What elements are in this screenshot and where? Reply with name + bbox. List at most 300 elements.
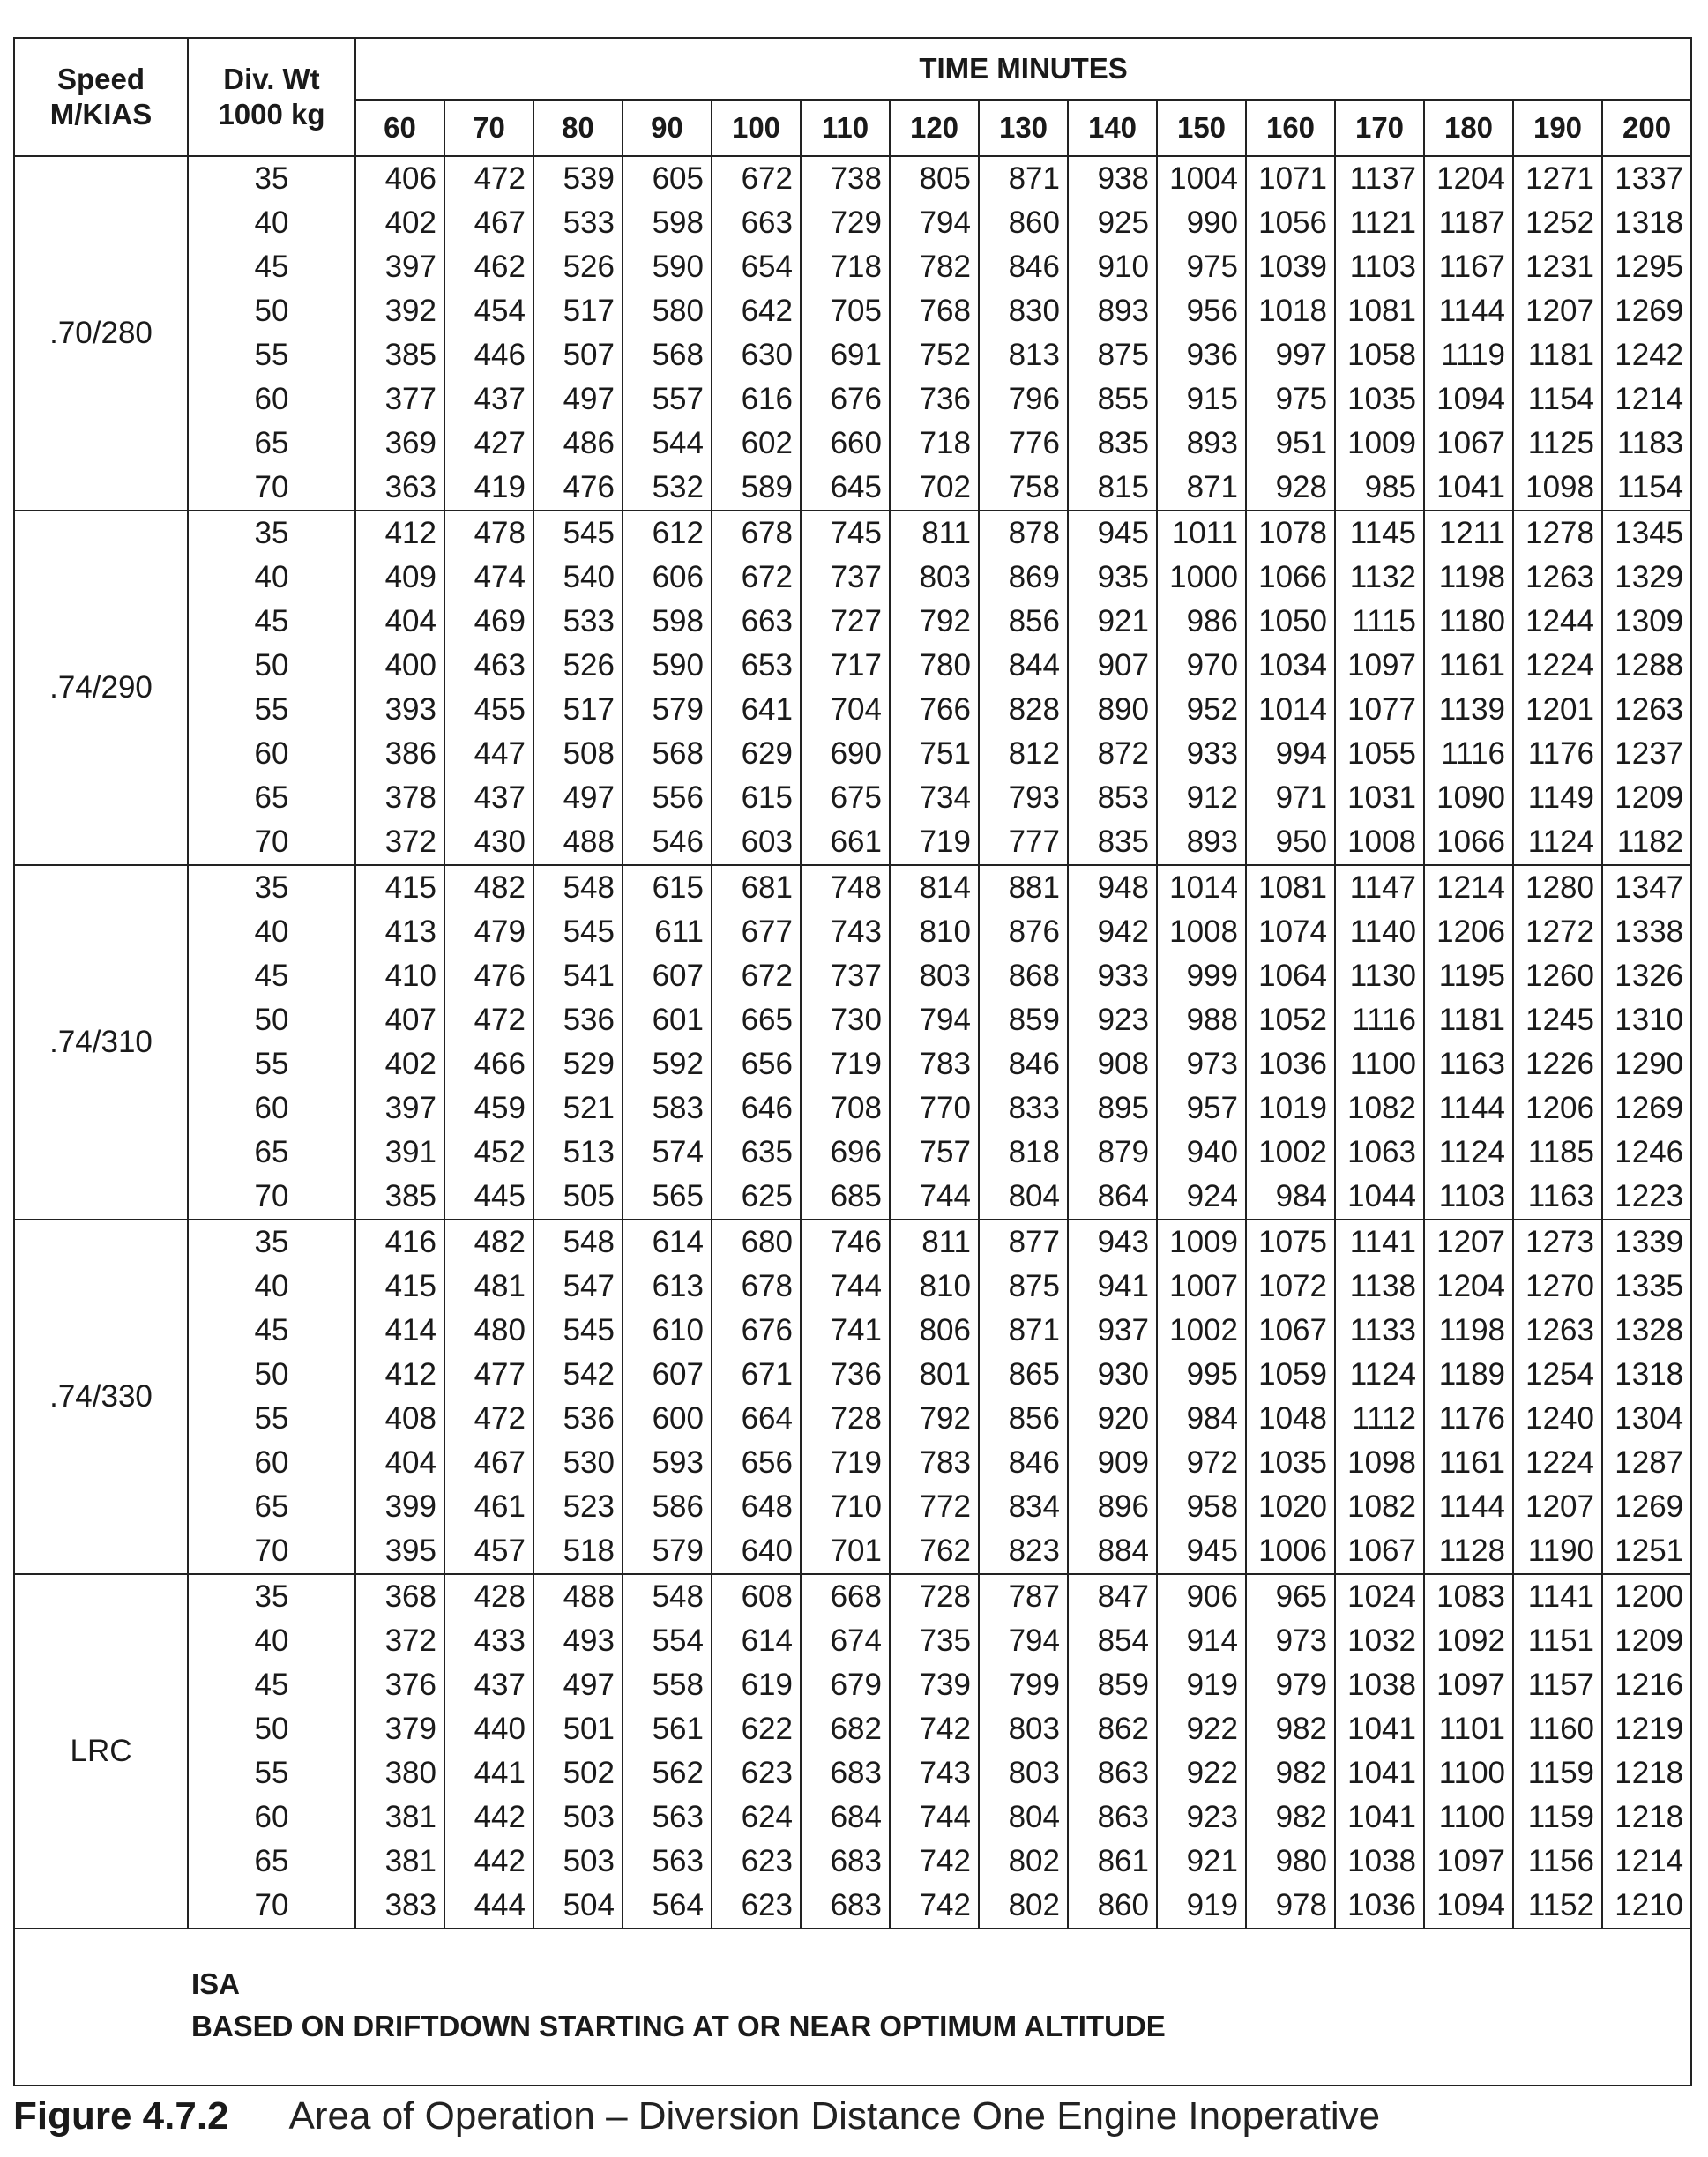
distance-cell: 563 [623, 1840, 712, 1884]
figure-number: Figure 4.7.2 [13, 2094, 229, 2138]
distance-cell: 462 [444, 245, 533, 289]
distance-cell: 561 [623, 1707, 712, 1751]
distance-cell: 467 [444, 1441, 533, 1485]
div-weight-cell: 50 [188, 1707, 355, 1751]
table-row [14, 333, 1691, 377]
distance-cell: 978 [1246, 1884, 1335, 1929]
distance-cell: 1100 [1335, 1042, 1424, 1086]
distance-cell: 810 [890, 910, 979, 954]
distance-cell: 965 [1246, 1574, 1335, 1619]
time-column-header: 120 [890, 100, 979, 156]
distance-cell: 507 [533, 333, 623, 377]
distance-cell: 748 [801, 865, 890, 910]
distance-cell: 665 [712, 998, 801, 1042]
div-weight-cell: 40 [188, 1619, 355, 1663]
div-weight-cell: 50 [188, 644, 355, 688]
distance-cell: 930 [1068, 1353, 1157, 1397]
distance-cell: 466 [444, 1042, 533, 1086]
distance-cell: 404 [355, 1441, 444, 1485]
table-row [14, 1397, 1691, 1441]
distance-cell: 1345 [1602, 511, 1691, 556]
distance-cell: 676 [712, 1309, 801, 1353]
table-row [14, 1619, 1691, 1663]
distance-cell: 1206 [1513, 1086, 1602, 1131]
distance-cell: 833 [979, 1086, 1068, 1131]
distance-cell: 859 [1068, 1663, 1157, 1707]
div-weight-cell: 55 [188, 333, 355, 377]
time-minutes-header: TIME MINUTES [355, 38, 1691, 100]
distance-cell: 1183 [1602, 422, 1691, 466]
distance-cell: 702 [890, 466, 979, 511]
distance-cell: 854 [1068, 1619, 1157, 1663]
distance-cell: 914 [1157, 1619, 1246, 1663]
distance-cell: 950 [1246, 820, 1335, 865]
distance-cell: 921 [1157, 1840, 1246, 1884]
distance-cell: 1014 [1246, 688, 1335, 732]
table-row [14, 910, 1691, 954]
distance-cell: 589 [712, 466, 801, 511]
distance-cell: 526 [533, 245, 623, 289]
distance-cell: 710 [801, 1485, 890, 1529]
distance-cell: 1124 [1335, 1353, 1424, 1397]
distance-cell: 1011 [1157, 511, 1246, 556]
distance-cell: 895 [1068, 1086, 1157, 1131]
distance-cell: 1002 [1157, 1309, 1246, 1353]
distance-cell: 586 [623, 1485, 712, 1529]
distance-cell: 1270 [1513, 1265, 1602, 1309]
distance-cell: 1141 [1335, 1220, 1424, 1265]
distance-cell: 863 [1068, 1751, 1157, 1795]
div-weight-cell: 35 [188, 1574, 355, 1619]
distance-cell: 1132 [1335, 556, 1424, 600]
distance-cell: 737 [801, 954, 890, 998]
distance-cell: 910 [1068, 245, 1157, 289]
distance-cell: 735 [890, 1619, 979, 1663]
div-weight-cell: 40 [188, 201, 355, 245]
distance-cell: 548 [623, 1574, 712, 1619]
distance-cell: 501 [533, 1707, 623, 1751]
distance-cell: 1052 [1246, 998, 1335, 1042]
distance-cell: 684 [801, 1795, 890, 1840]
distance-cell: 476 [444, 954, 533, 998]
distance-cell: 544 [623, 422, 712, 466]
distance-cell: 614 [712, 1619, 801, 1663]
distance-cell: 1263 [1513, 556, 1602, 600]
distance-cell: 1072 [1246, 1265, 1335, 1309]
distance-cell: 622 [712, 1707, 801, 1751]
distance-cell: 994 [1246, 732, 1335, 776]
distance-cell: 517 [533, 688, 623, 732]
distance-cell: 635 [712, 1131, 801, 1175]
distance-cell: 984 [1157, 1397, 1246, 1441]
distance-cell: 1226 [1513, 1042, 1602, 1086]
distance-cell: 923 [1157, 1795, 1246, 1840]
table-row [14, 1175, 1691, 1220]
distance-cell: 437 [444, 776, 533, 820]
distance-cell: 1198 [1424, 1309, 1513, 1353]
distance-cell: 1056 [1246, 201, 1335, 245]
distance-cell: 803 [890, 954, 979, 998]
distance-cell: 1180 [1424, 600, 1513, 644]
distance-cell: 1008 [1157, 910, 1246, 954]
distance-cell: 704 [801, 688, 890, 732]
distance-cell: 1075 [1246, 1220, 1335, 1265]
div-weight-cell: 40 [188, 556, 355, 600]
distance-cell: 1160 [1513, 1707, 1602, 1751]
distance-cell: 517 [533, 289, 623, 333]
distance-cell: 742 [890, 1884, 979, 1929]
table-row [14, 732, 1691, 776]
distance-cell: 433 [444, 1619, 533, 1663]
distance-cell: 743 [890, 1751, 979, 1795]
distance-cell: 938 [1068, 156, 1157, 201]
distance-cell: 777 [979, 820, 1068, 865]
distance-cell: 402 [355, 201, 444, 245]
distance-cell: 1144 [1424, 1086, 1513, 1131]
distance-cell: 742 [890, 1707, 979, 1751]
distance-cell: 727 [801, 600, 890, 644]
distance-cell: 600 [623, 1397, 712, 1441]
notes-cell [14, 1929, 1691, 2086]
time-column-header: 160 [1246, 100, 1335, 156]
div-weight-cell: 55 [188, 688, 355, 732]
time-column-header: 70 [444, 100, 533, 156]
distance-cell: 368 [355, 1574, 444, 1619]
distance-cell: 447 [444, 732, 533, 776]
distance-cell: 1152 [1513, 1884, 1602, 1929]
distance-cell: 792 [890, 600, 979, 644]
distance-cell: 1181 [1513, 333, 1602, 377]
distance-cell: 1251 [1602, 1529, 1691, 1574]
distance-cell: 1035 [1335, 377, 1424, 422]
distance-cell: 1100 [1424, 1795, 1513, 1840]
distance-cell: 875 [1068, 333, 1157, 377]
table-row [14, 1795, 1691, 1840]
distance-cell: 624 [712, 1795, 801, 1840]
distance-cell: 925 [1068, 201, 1157, 245]
distance-cell: 1207 [1424, 1220, 1513, 1265]
distance-cell: 846 [979, 245, 1068, 289]
distance-cell: 1214 [1602, 1840, 1691, 1884]
table-row [14, 1751, 1691, 1795]
distance-cell: 410 [355, 954, 444, 998]
distance-cell: 941 [1068, 1265, 1157, 1309]
distance-cell: 1181 [1424, 998, 1513, 1042]
distance-cell: 479 [444, 910, 533, 954]
distance-cell: 1163 [1424, 1042, 1513, 1086]
distance-cell: 493 [533, 1619, 623, 1663]
distance-cell: 1329 [1602, 556, 1691, 600]
distance-cell: 859 [979, 998, 1068, 1042]
distance-cell: 919 [1157, 1884, 1246, 1929]
distance-cell: 758 [979, 466, 1068, 511]
distance-cell: 616 [712, 377, 801, 422]
distance-cell: 1237 [1602, 732, 1691, 776]
distance-cell: 564 [623, 1884, 712, 1929]
distance-cell: 776 [979, 422, 1068, 466]
distance-cell: 1338 [1602, 910, 1691, 954]
distance-cell: 1157 [1513, 1663, 1602, 1707]
distance-cell: 648 [712, 1485, 801, 1529]
distance-cell: 744 [801, 1265, 890, 1309]
div-weight-cell: 60 [188, 377, 355, 422]
distance-cell: 461 [444, 1485, 533, 1529]
div-weight-cell: 65 [188, 422, 355, 466]
distance-cell: 1163 [1513, 1175, 1602, 1220]
distance-cell: 1007 [1157, 1265, 1246, 1309]
distance-cell: 860 [1068, 1884, 1157, 1929]
distance-cell: 640 [712, 1529, 801, 1574]
distance-cell: 956 [1157, 289, 1246, 333]
distance-cell: 835 [1068, 422, 1157, 466]
distance-cell: 497 [533, 377, 623, 422]
distance-cell: 847 [1068, 1574, 1157, 1619]
distance-cell: 856 [979, 1397, 1068, 1441]
div-weight-cell: 60 [188, 732, 355, 776]
distance-cell: 562 [623, 1751, 712, 1795]
distance-cell: 985 [1335, 466, 1424, 511]
distance-cell: 970 [1157, 644, 1246, 688]
distance-cell: 607 [623, 1353, 712, 1397]
div-weight-cell: 35 [188, 1220, 355, 1265]
speed-group-label: .74/290 [14, 511, 188, 865]
distance-cell: 690 [801, 732, 890, 776]
distance-cell: 1002 [1246, 1131, 1335, 1175]
distance-cell: 579 [623, 1529, 712, 1574]
distance-cell: 598 [623, 600, 712, 644]
distance-cell: 541 [533, 954, 623, 998]
distance-cell: 933 [1157, 732, 1246, 776]
distance-cell: 982 [1246, 1707, 1335, 1751]
distance-cell: 1141 [1513, 1574, 1602, 1619]
distance-cell: 794 [890, 998, 979, 1042]
note-isa: ISA [191, 1967, 241, 2000]
distance-cell: 404 [355, 600, 444, 644]
div-weight-cell: 45 [188, 1663, 355, 1707]
distance-cell: 1128 [1424, 1529, 1513, 1574]
distance-cell: 1295 [1602, 245, 1691, 289]
distance-cell: 830 [979, 289, 1068, 333]
table-row [14, 1265, 1691, 1309]
distance-cell: 973 [1157, 1042, 1246, 1086]
speed-group-label: .70/280 [14, 156, 188, 511]
distance-cell: 457 [444, 1529, 533, 1574]
distance-cell: 811 [890, 511, 979, 556]
distance-cell: 376 [355, 1663, 444, 1707]
distance-cell: 1269 [1602, 1485, 1691, 1529]
distance-cell: 672 [712, 156, 801, 201]
distance-cell: 407 [355, 998, 444, 1042]
distance-cell: 601 [623, 998, 712, 1042]
distance-cell: 1159 [1513, 1751, 1602, 1795]
table-row [14, 1131, 1691, 1175]
table-row [14, 1840, 1691, 1884]
distance-cell: 1024 [1335, 1574, 1424, 1619]
distance-cell: 472 [444, 156, 533, 201]
table-row [14, 1042, 1691, 1086]
distance-cell: 593 [623, 1441, 712, 1485]
distance-cell: 813 [979, 333, 1068, 377]
distance-cell: 1204 [1424, 1265, 1513, 1309]
distance-cell: 545 [533, 1309, 623, 1353]
distance-cell: 1100 [1424, 1751, 1513, 1795]
distance-cell: 1038 [1335, 1663, 1424, 1707]
distance-cell: 1041 [1335, 1795, 1424, 1840]
distance-cell: 613 [623, 1265, 712, 1309]
distance-cell: 1154 [1602, 466, 1691, 511]
distance-cell: 1271 [1513, 156, 1602, 201]
distance-cell: 984 [1246, 1175, 1335, 1220]
distance-cell: 717 [801, 644, 890, 688]
distance-cell: 397 [355, 245, 444, 289]
distance-cell: 982 [1246, 1751, 1335, 1795]
distance-cell: 372 [355, 1619, 444, 1663]
distance-cell: 744 [890, 1795, 979, 1840]
distance-cell: 408 [355, 1397, 444, 1441]
distance-cell: 532 [623, 466, 712, 511]
distance-cell: 529 [533, 1042, 623, 1086]
distance-cell: 642 [712, 289, 801, 333]
distance-cell: 663 [712, 201, 801, 245]
div-weight-cell: 55 [188, 1751, 355, 1795]
table-row [14, 600, 1691, 644]
distance-cell: 1149 [1513, 776, 1602, 820]
distance-cell: 1185 [1513, 1131, 1602, 1175]
distance-cell: 645 [801, 466, 890, 511]
distance-cell: 1287 [1602, 1441, 1691, 1485]
distance-cell: 877 [979, 1220, 1068, 1265]
distance-cell: 488 [533, 820, 623, 865]
distance-cell: 799 [979, 1663, 1068, 1707]
distance-cell: 1077 [1335, 688, 1424, 732]
div-weight-cell: 45 [188, 245, 355, 289]
distance-cell: 942 [1068, 910, 1157, 954]
distance-cell: 427 [444, 422, 533, 466]
distance-cell: 933 [1068, 954, 1157, 998]
distance-cell: 539 [533, 156, 623, 201]
distance-cell: 540 [533, 556, 623, 600]
distance-cell: 739 [890, 1663, 979, 1707]
time-column-header: 180 [1424, 100, 1513, 156]
distance-cell: 812 [979, 732, 1068, 776]
distance-cell: 397 [355, 1086, 444, 1131]
distance-cell: 1081 [1335, 289, 1424, 333]
table-row [14, 1086, 1691, 1131]
distance-cell: 545 [533, 511, 623, 556]
distance-cell: 1036 [1335, 1884, 1424, 1929]
distance-cell: 592 [623, 1042, 712, 1086]
distance-cell: 416 [355, 1220, 444, 1265]
distance-cell: 1245 [1513, 998, 1602, 1042]
distance-cell: 728 [801, 1397, 890, 1441]
distance-cell: 664 [712, 1397, 801, 1441]
distance-cell: 1263 [1513, 1309, 1602, 1353]
distance-cell: 1031 [1335, 776, 1424, 820]
div-weight-cell: 70 [188, 820, 355, 865]
distance-cell: 1154 [1513, 377, 1602, 422]
distance-cell: 768 [890, 289, 979, 333]
distance-cell: 1038 [1335, 1840, 1424, 1884]
distance-cell: 545 [533, 910, 623, 954]
distance-cell: 1269 [1602, 1086, 1691, 1131]
distance-cell: 378 [355, 776, 444, 820]
distance-cell: 736 [890, 377, 979, 422]
distance-cell: 630 [712, 333, 801, 377]
distance-cell: 1004 [1157, 156, 1246, 201]
distance-cell: 793 [979, 776, 1068, 820]
distance-cell: 391 [355, 1131, 444, 1175]
distance-cell: 1067 [1424, 422, 1513, 466]
div-weight-cell: 35 [188, 865, 355, 910]
distance-cell: 1304 [1602, 1397, 1691, 1441]
time-column-header: 140 [1068, 100, 1157, 156]
distance-cell: 730 [801, 998, 890, 1042]
div-weight-cell: 70 [188, 1884, 355, 1929]
distance-cell: 412 [355, 1353, 444, 1397]
time-column-header: 130 [979, 100, 1068, 156]
distance-cell: 521 [533, 1086, 623, 1131]
distance-cell: 738 [801, 156, 890, 201]
time-column-header: 190 [1513, 100, 1602, 156]
distance-cell: 1082 [1335, 1086, 1424, 1131]
distance-cell: 988 [1157, 998, 1246, 1042]
distance-cell: 1019 [1246, 1086, 1335, 1131]
distance-cell: 377 [355, 377, 444, 422]
distance-cell: 612 [623, 511, 712, 556]
distance-cell: 705 [801, 289, 890, 333]
distance-cell: 921 [1068, 600, 1157, 644]
distance-cell: 1198 [1424, 556, 1513, 600]
distance-cell: 935 [1068, 556, 1157, 600]
distance-cell: 751 [890, 732, 979, 776]
distance-cell: 861 [1068, 1840, 1157, 1884]
distance-cell: 1140 [1335, 910, 1424, 954]
distance-cell: 678 [712, 1265, 801, 1309]
distance-cell: 481 [444, 1265, 533, 1309]
div-weight-cell: 65 [188, 1485, 355, 1529]
distance-cell: 878 [979, 511, 1068, 556]
distance-cell: 1041 [1335, 1751, 1424, 1795]
distance-cell: 948 [1068, 865, 1157, 910]
distance-cell: 1176 [1424, 1397, 1513, 1441]
distance-cell: 1041 [1335, 1707, 1424, 1751]
distance-cell: 446 [444, 333, 533, 377]
distance-cell: 1098 [1513, 466, 1602, 511]
figure-title: Area of Operation – Diversion Distance One Engine Inoperative [288, 2094, 1381, 2138]
distance-cell: 1309 [1602, 600, 1691, 644]
distance-cell: 556 [623, 776, 712, 820]
distance-cell: 1290 [1602, 1042, 1691, 1086]
distance-cell: 945 [1157, 1529, 1246, 1574]
distance-cell: 792 [890, 1397, 979, 1441]
distance-cell: 818 [979, 1131, 1068, 1175]
table-row [14, 776, 1691, 820]
distance-cell: 1219 [1602, 1707, 1691, 1751]
div-weight-cell: 70 [188, 466, 355, 511]
distance-cell: 1066 [1424, 820, 1513, 865]
distance-cell: 1187 [1424, 201, 1513, 245]
distance-cell: 625 [712, 1175, 801, 1220]
distance-cell: 463 [444, 644, 533, 688]
distance-cell: 580 [623, 289, 712, 333]
distance-cell: 1097 [1335, 644, 1424, 688]
distance-cell: 879 [1068, 1131, 1157, 1175]
distance-cell: 1036 [1246, 1042, 1335, 1086]
distance-cell: 474 [444, 556, 533, 600]
distance-cell: 1310 [1602, 998, 1691, 1042]
distance-cell: 478 [444, 511, 533, 556]
distance-cell: 1207 [1513, 289, 1602, 333]
